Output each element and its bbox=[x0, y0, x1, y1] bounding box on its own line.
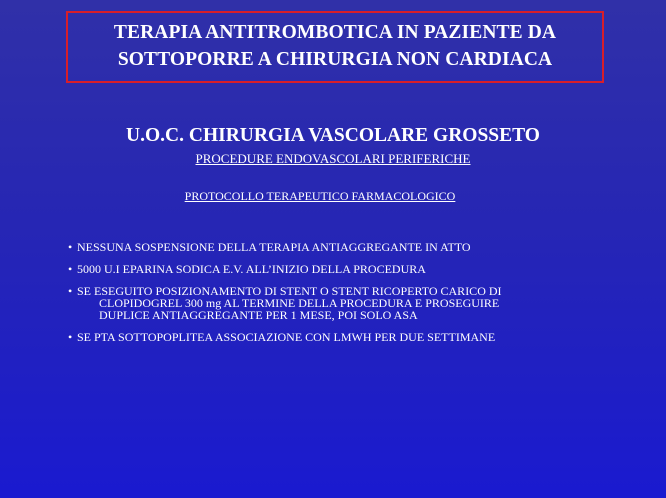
bullet-item bbox=[68, 241, 608, 253]
bullet-list bbox=[68, 241, 608, 353]
bullet-dot: • bbox=[68, 262, 73, 276]
bullet-item bbox=[68, 285, 608, 321]
title-box bbox=[66, 11, 604, 83]
bullet-text: NESSUNA SOSPENSIONE DELLA TERAPIA ANTIAGGREGANTE IN ATTO bbox=[77, 240, 471, 254]
bullet-item bbox=[68, 331, 608, 343]
bullet-dot: • bbox=[68, 330, 73, 344]
bullet-text: 5000 U.I EPARINA SODICA E.V. ALL’INIZIO DELLA PROCEDURA bbox=[77, 262, 426, 276]
bullet-text: SE PTA SOTTOPOPLITEA ASSOCIAZIONE CON LMWH PER DUE SETTIMANE bbox=[77, 330, 496, 344]
bullet-dot: • bbox=[68, 240, 73, 254]
department-heading: U.O.C. CHIRURGIA VASCOLARE GROSSETO bbox=[126, 125, 540, 146]
title-line-2: SOTTOPORRE A CHIRURGIA NON CARDIACA bbox=[117, 49, 553, 70]
protocol-heading: PROTOCOLLO TERAPEUTICO FARMACOLOGICO bbox=[184, 189, 456, 203]
procedures-subheading: PROCEDURE ENDOVASCOLARI PERIFERICHE bbox=[195, 151, 471, 166]
bullet-item bbox=[68, 263, 608, 275]
bullet-text: SE ESEGUITO POSIZIONAMENTO DI STENT O STENT RICOPERTO CARICO DI bbox=[77, 284, 502, 298]
bullet-dot: • bbox=[68, 284, 73, 298]
bullet-text-continuation: CLOPIDOGREL 300 mg AL TERMINE DELLA PROCEDURA E PROSEGUIRE bbox=[99, 296, 500, 310]
bullet-text-continuation: DUPLICE ANTIAGGREGANTE PER 1 MESE, POI SOLO ASA bbox=[99, 308, 418, 322]
title-line-1: TERAPIA ANTITROMBOTICA IN PAZIENTE DA bbox=[113, 22, 557, 43]
